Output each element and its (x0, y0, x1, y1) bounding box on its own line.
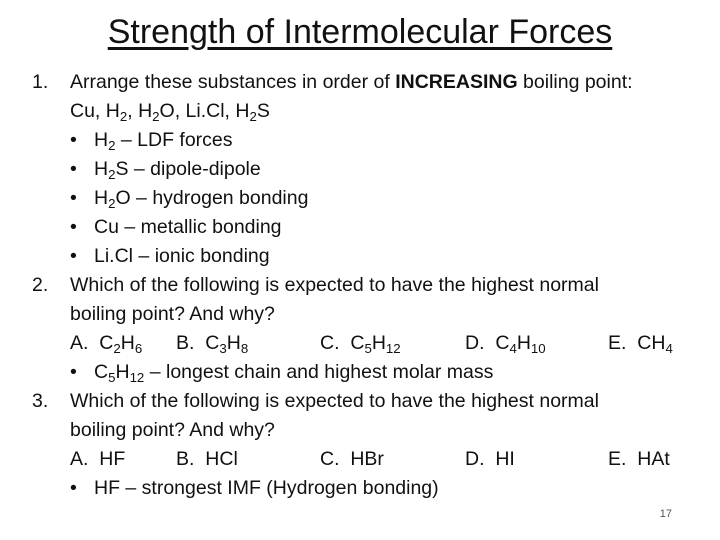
question-3-number: 3. (32, 390, 49, 412)
bullet-icon: • (70, 361, 77, 383)
answer-bullet: • $H_2O$ – hydrogen bonding (32, 184, 702, 213)
bullet-icon: • (70, 129, 77, 151)
bullet-icon: • (70, 158, 77, 180)
bullet-icon: • (70, 245, 77, 267)
page-number: 17 (659, 508, 672, 520)
question-2-line-2: boiling point? And why? (70, 303, 275, 325)
option-c: C. $C_5H_{12}$ (320, 332, 401, 356)
answer-bullet: • Cu – metallic bonding (32, 213, 702, 242)
question-list (32, 68, 702, 503)
question-2-options (32, 329, 702, 358)
option-b: B. $C_3H_8$ (176, 332, 249, 356)
bullet-icon: • (70, 187, 77, 209)
question-1-number: 1. (32, 71, 49, 93)
option-e: E. $CH_4$ (608, 332, 673, 356)
question-1-substances: Cu, $H_2$, $H_2O$, Li.Cl, $H_2S$ (70, 100, 270, 124)
option-a: A. $C_2H_6$ (70, 332, 143, 356)
question-3-line-2: boiling point? And why? (70, 419, 275, 441)
option-b: B. HCl (176, 448, 238, 470)
option-e: E. HAt (608, 448, 670, 470)
option-a: A. HF (70, 448, 126, 470)
question-3-options (32, 445, 702, 474)
emphasis-increasing: INCREASING (395, 71, 518, 93)
option-d: D. $C_4H_{10}$ (465, 332, 546, 356)
slide-title: Strength of Intermolecular Forces (107, 13, 613, 51)
answer-bullet: • HF – strongest IMF (Hydrogen bonding) (32, 474, 702, 503)
question-2-prompt: Which of the following is expected to have the highest normal (70, 274, 599, 296)
answer-bullet: • $C_5H_{12}$ – longest chain and highest molar mass (32, 358, 702, 387)
answer-bullet: • $H_2$ – LDF forces (32, 126, 702, 155)
option-c: C. HBr (320, 448, 384, 470)
bullet-icon: • (70, 477, 77, 499)
question-3-line-1 (32, 387, 702, 416)
question-3-prompt: Which of the following is expected to have the highest normal (70, 390, 599, 412)
bullet-icon: • (70, 216, 77, 238)
answer-bullet: • Li.Cl – ionic bonding (32, 242, 702, 271)
question-2-number: 2. (32, 274, 49, 296)
question-1-line-1 (32, 68, 702, 97)
question-1-prompt: Arrange these substances in order of INCREASING boiling point: (70, 71, 633, 93)
option-d: D. HI (465, 448, 515, 470)
question-2-line-1 (32, 271, 702, 300)
answer-bullet: • $H_2S$ – dipole-dipole (32, 155, 702, 184)
